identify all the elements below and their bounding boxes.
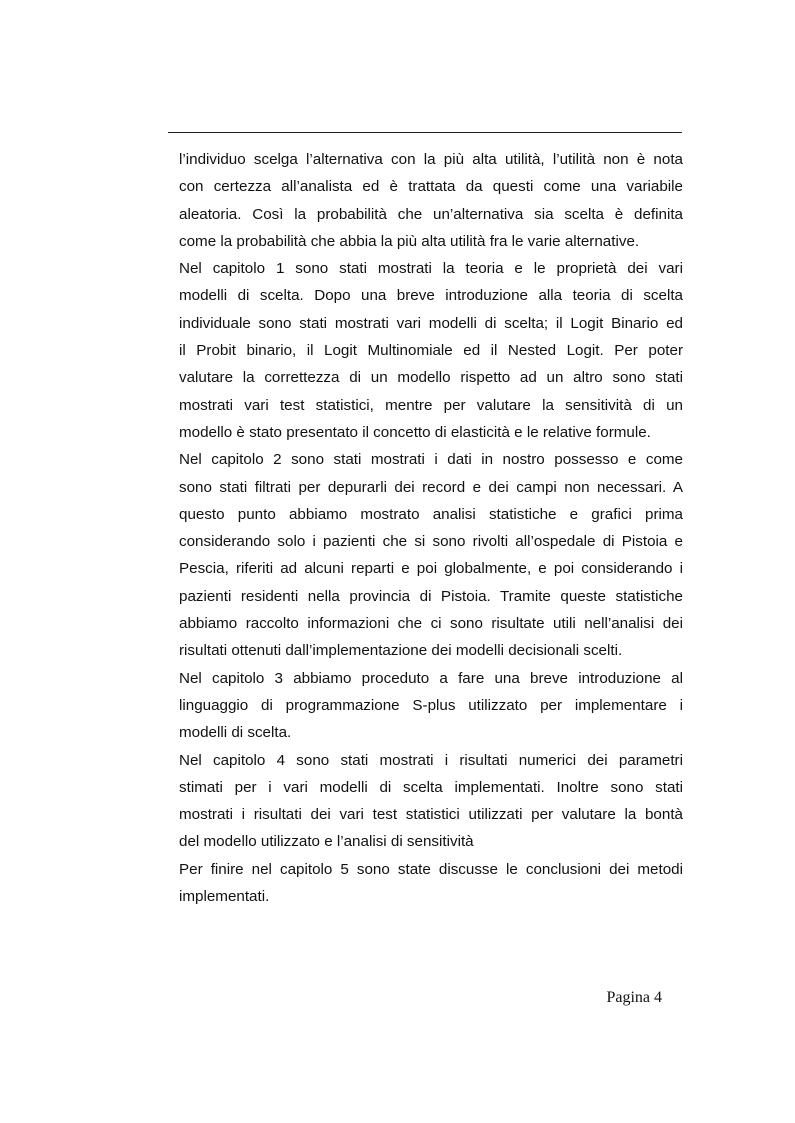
text-line: del modello utilizzato e l’analisi di sensitività — [179, 833, 474, 851]
text-line: abbiamo raccolto informazioni che ci sono risultate utili nell’analisi dei — [179, 615, 683, 633]
text-line: pazienti residenti nella provincia di Pistoia. Tramite queste statistiche — [179, 587, 683, 605]
text-line: implementati. — [179, 888, 270, 906]
text-line: sono stati filtrati per depurarli dei record e dei campi non necessari. A — [179, 478, 683, 496]
text-line: modello è stato presentato il concetto di elasticità e le relative formule. — [179, 423, 651, 441]
text-line: Nel capitolo 4 sono stati mostrati i risultati numerici dei parametri — [179, 751, 683, 769]
text-line: individuale sono stati mostrati vari modelli di scelta; il Logit Binario ed — [179, 314, 683, 332]
text-line: l’individuo scelga l’alternativa con la più alta utilità, l’utilità non è nota — [179, 151, 683, 168]
text-line: Per finire nel capitolo 5 sono state discusse le conclusioni dei metodi — [179, 860, 683, 878]
header-rule — [168, 132, 682, 133]
text-line: stimati per i vari modelli di scelta implementati. Inoltre sono stati — [179, 778, 683, 796]
text-line: considerando solo i pazienti che si sono rivolti all’ospedale di Pistoia e — [179, 533, 683, 551]
text-line: modelli di scelta. — [179, 724, 292, 742]
text-line: mostrati vari test statistici, mentre per valutare la sensitività di un — [179, 396, 683, 414]
page-number: Pagina 4 — [606, 989, 662, 1006]
text-line: Nel capitolo 1 sono stati mostrati la teoria e le proprietà dei vari — [179, 260, 683, 278]
text-line: con certezza all’analista ed è trattata da questi come una variabile — [179, 178, 683, 196]
body-text — [179, 146, 683, 910]
text-line: mostrati i risultati dei vari test statistici utilizzati per valutare la bontà — [179, 806, 683, 824]
text-line: risultati ottenuti dall’implementazione dei modelli decisionali scelti. — [179, 642, 623, 660]
text-line: questo punto abbiamo mostrato analisi statistiche e grafici prima — [179, 505, 683, 523]
text-line: valutare la correttezza di un modello rispetto ad un altro sono stati — [179, 369, 683, 387]
text-line: modelli di scelta. Dopo una breve introduzione alla teoria di scelta — [179, 287, 683, 305]
text-line: linguaggio di programmazione S-plus utilizzato per implementare i — [179, 696, 683, 714]
text-line: Nel capitolo 2 sono stati mostrati i dati in nostro possesso e come — [179, 451, 683, 469]
text-line: il Probit binario, il Logit Multinomiale ed il Nested Logit. Per poter — [179, 342, 683, 360]
text-line: Nel capitolo 3 abbiamo proceduto a fare una breve introduzione al — [179, 669, 683, 687]
text-line: aleatoria. Così la probabilità che un’alternativa sia scelta è definita — [179, 205, 683, 223]
text-line: Pescia, riferiti ad alcuni reparti e poi globalmente, e poi considerando i — [179, 560, 683, 578]
text-line: come la probabilità che abbia la più alta utilità fra le varie alternative. — [179, 232, 640, 250]
